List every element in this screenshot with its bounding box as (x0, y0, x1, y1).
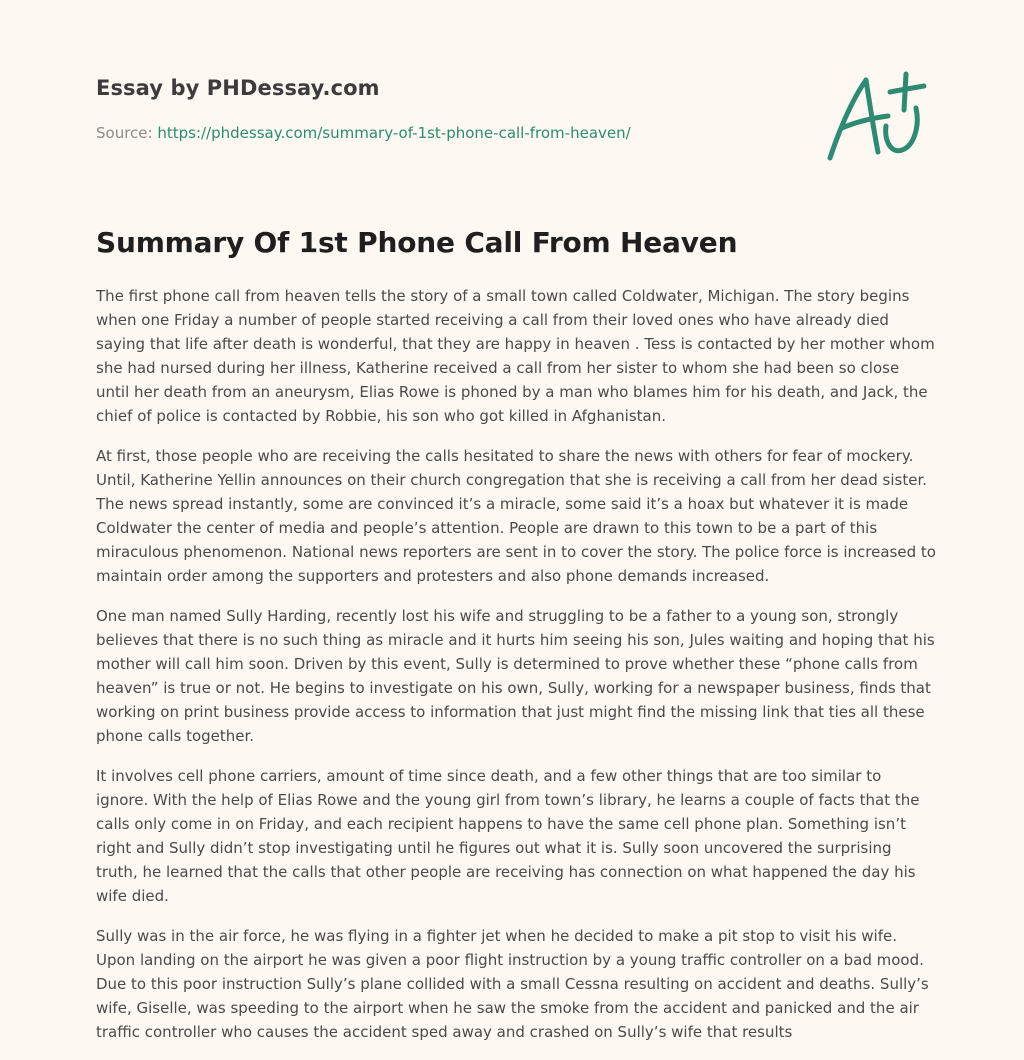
source-link[interactable]: https://phdessay.com/summary-of-1st-phone-call-from-heaven/ (157, 124, 631, 142)
paragraph: It involves cell phone carriers, amount of time since death, and a few other things that are too similar to ignore. With the help of Elias Rowe and the young girl from town’s library, he learns a couple of facts that the calls only come in on Friday, and each recipient happens to have the same cell phone plan. Something isn’t right and Sully didn’t stop investigating until he figures out what it is. Sully soon uncovered the surprising truth, he learned that the calls that other people are receiving has connection on what happened the day his wife died. (96, 767, 920, 905)
paragraph: One man named Sully Harding, recently lost his wife and struggling to be a father to a young son, strongly believes that there is no such thing as miracle and it hurts him seeing his son, Jules waiting and hoping that his mother will call him soon. Driven by this event, Sully is determined to prove whether these “phone calls from heaven” is true or not. He begins to investigate on his own, Sully, working for a newspaper business, finds that working on print business provide access to information that just might find the missing link that ties all these phone calls together. (96, 607, 935, 745)
site-brand: Essay by PHDessay.com (96, 76, 380, 100)
source-line (96, 124, 631, 142)
paragraph: Sully was in the air force, he was flying in a fighter jet when he decided to make a pit stop to visit his wife. Upon landing on the airport he was given a poor flight instruction by a young traffic controller on a bad mood. Due to this poor instruction Sully’s plane collided with a small Cessna resulting on accident and deaths. Sully’s wife, Giselle, was speeding to the airport when he saw the smoke from the accident and panicked and the air traffic controller who causes the accident sped away and crashed on Sully’s wife that results (96, 927, 929, 1041)
a-plus-grade-icon (820, 66, 930, 166)
essay-body (96, 284, 936, 1060)
source-label: Source: (96, 124, 158, 142)
paragraph: The first phone call from heaven tells the story of a small town called Coldwater, Michigan. The story begins when one Friday a number of people started receiving a call from their loved ones who have already died saying that life after death is wonderful, that they are happy in heaven . Tess is contacted by her mother whom she had nursed during her illness, Katherine received a call from her sister to whom she had been so close until her death from an aneurysm, Elias Rowe is phoned by a man who blames him for his death, and Jack, the chief of police is contacted by Robbie, his son who got killed in Afghanistan. (96, 287, 935, 425)
paragraph: At first, those people who are receiving the calls hesitated to share the news with others for fear of mockery. Until, Katherine Yellin announces on their church congregation that she is receiving a call from her dead sister. The news spread instantly, some are convinced it’s a miracle, some said it’s a hoax but whatever it is made Coldwater the center of media and people’s attention. People are drawn to this town to be a part of this miraculous phenomenon. National news reporters are sent in to cover the story. The police force is increased to maintain order among the supporters and protesters and also phone demands increased. (96, 447, 936, 585)
essay-title: Summary Of 1st Phone Call From Heaven (96, 226, 738, 259)
